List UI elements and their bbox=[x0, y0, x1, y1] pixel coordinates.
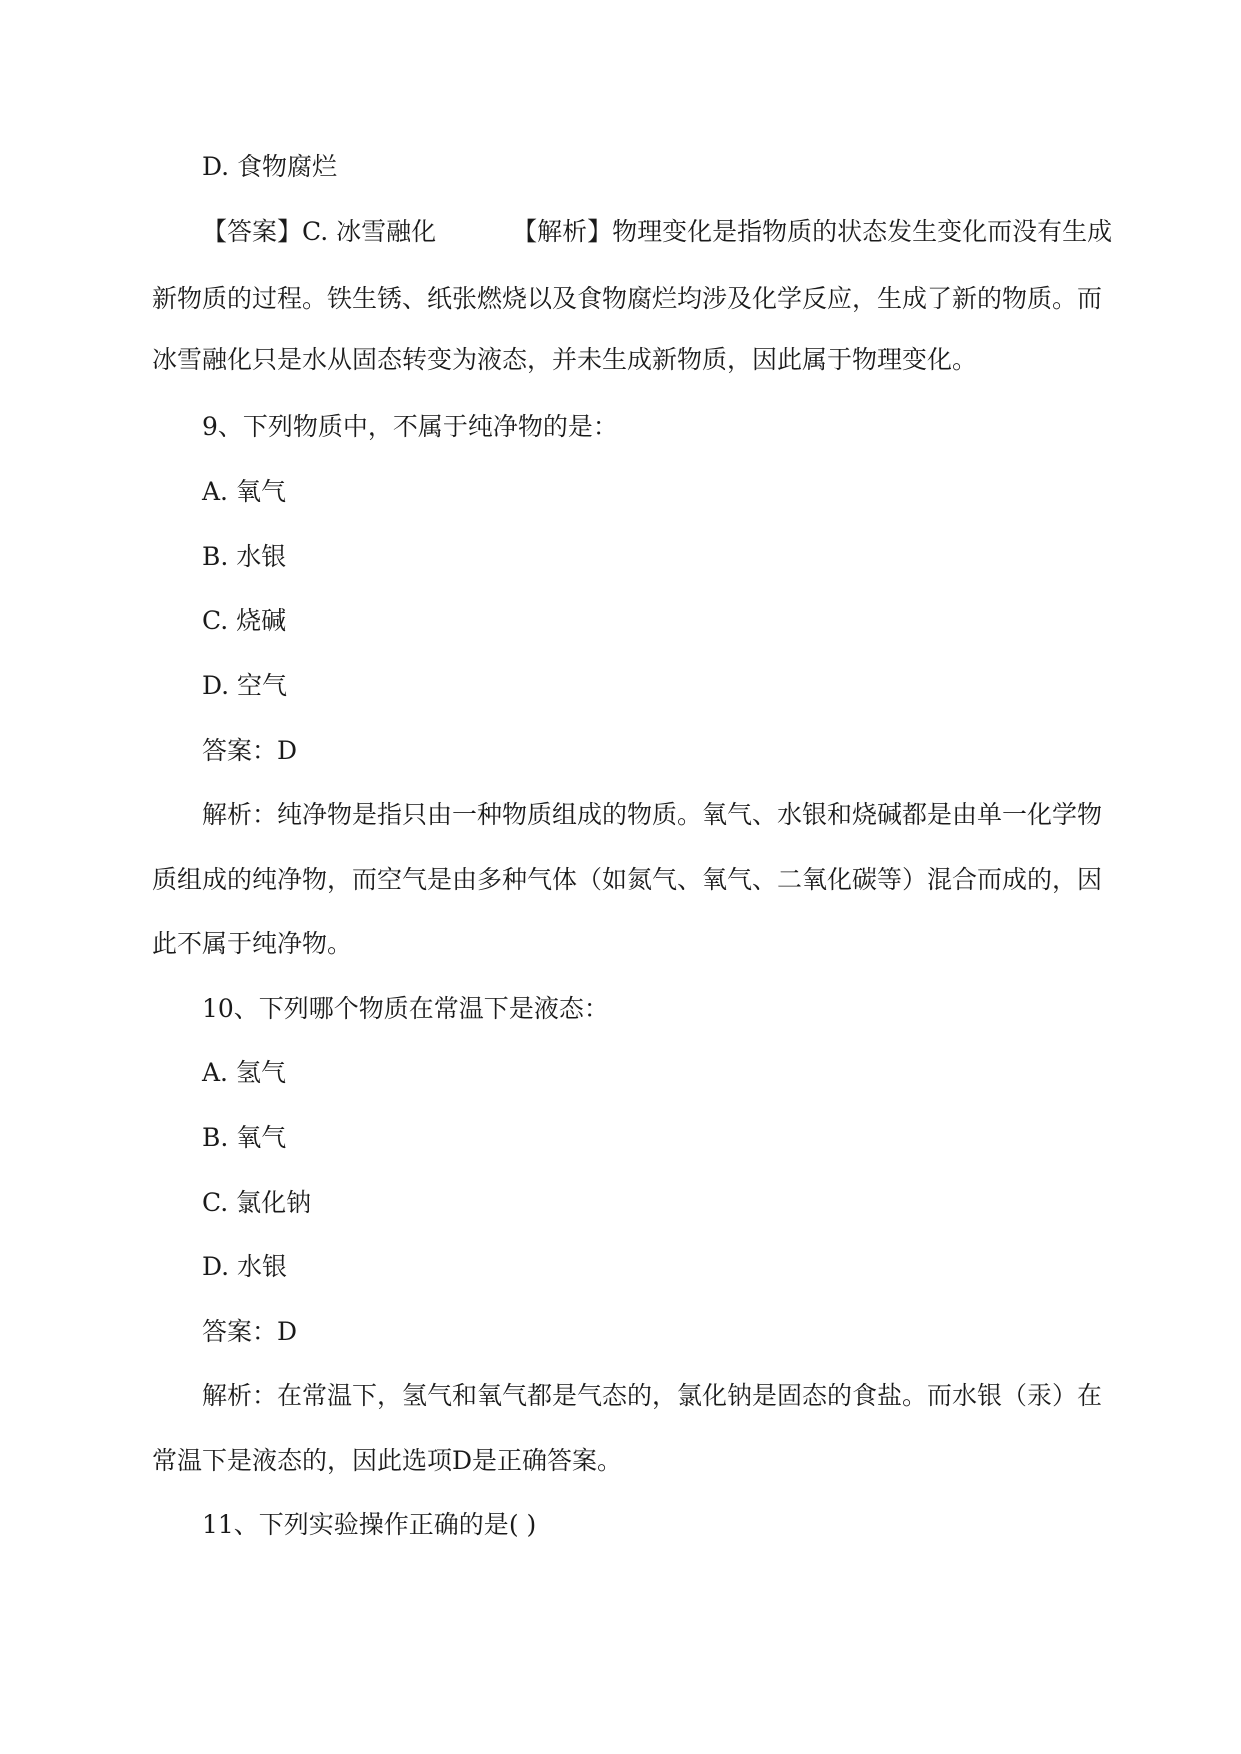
q10-option-a: A. 氢气 bbox=[202, 1058, 286, 1087]
q10-answer: 答案：D bbox=[202, 1317, 298, 1346]
q9-analysis-line2: 质组成的纯净物，而空气是由多种气体（如氮气、氧气、二氧化碳等）混合而成的，因 bbox=[152, 865, 1103, 894]
q10-option-c: C. 氯化钠 bbox=[202, 1188, 312, 1217]
q9-option-c: C. 烧碱 bbox=[202, 606, 287, 635]
q10-analysis-line2: 常温下是液态的，因此选项D是正确答案。 bbox=[152, 1446, 623, 1475]
q9-option-b: B. 水银 bbox=[202, 542, 287, 571]
q9-option-d: D. 空气 bbox=[202, 671, 288, 700]
q9-analysis-line1: 解析：纯净物是指只由一种物质组成的物质。氧气、水银和烧碱都是由单一化学物 bbox=[202, 800, 1103, 829]
q9-analysis-line3: 此不属于纯净物。 bbox=[152, 929, 353, 958]
q8-option-d: D. 食物腐烂 bbox=[202, 152, 338, 181]
q10-question: 10、下列哪个物质在常温下是液态： bbox=[202, 994, 609, 1023]
q8-answer: 【答案】C. 冰雪融化 bbox=[202, 217, 437, 246]
q10-option-d: D. 水银 bbox=[202, 1252, 288, 1281]
q8-analysis-line2: 新物质的过程。铁生锈、纸张燃烧以及食物腐烂均涉及化学反应，生成了新的物质。而 bbox=[152, 284, 1103, 313]
q9-option-a: A. 氧气 bbox=[202, 477, 286, 506]
q10-option-b: B. 氧气 bbox=[202, 1123, 287, 1152]
q10-analysis-line1: 解析：在常温下，氢气和氧气都是气态的，氯化钠是固态的食盐。而水银（汞）在 bbox=[202, 1381, 1103, 1410]
q11-question: 11、下列实验操作正确的是( ) bbox=[202, 1510, 537, 1539]
q9-answer: 答案：D bbox=[202, 736, 298, 765]
q9-question: 9、下列物质中，不属于纯净物的是： bbox=[202, 412, 618, 441]
q8-answer-line bbox=[0, 215, 1241, 249]
q8-analysis-line3: 冰雪融化只是水从固态转变为液态，并未生成新物质，因此属于物理变化。 bbox=[152, 345, 978, 374]
q8-analysis-line1: 【解析】物理变化是指物质的状态发生变化而没有生成 bbox=[512, 217, 1113, 246]
